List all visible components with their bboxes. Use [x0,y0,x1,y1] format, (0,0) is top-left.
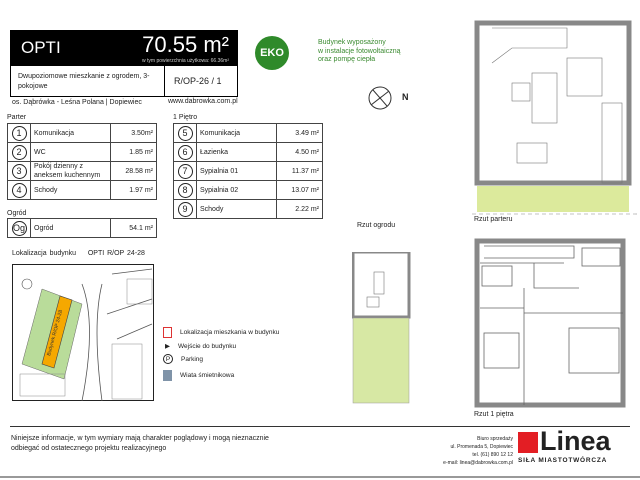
linea-logo: Linea [540,426,611,456]
room-number: 8 [178,183,193,198]
ogrod-table [7,218,157,238]
room-row [174,181,323,200]
room-number: 7 [178,164,193,179]
garden-plan [352,252,412,407]
room-name: Sypialnia 02 [197,181,277,200]
room-row [8,219,157,238]
room-row [8,143,157,162]
address: os. Dąbrówka - Leśna Polana | Dopiewiec [12,99,142,106]
room-area: 1.97 m² [111,181,157,200]
pietro-label: 1 Piętro [173,114,198,121]
room-row [174,124,323,143]
apartment-code: R/OP-26 / 1 [164,66,238,97]
ground-floor-plan [472,18,637,218]
room-row [8,181,157,200]
room-row [174,162,323,181]
apartment-title: OPTI [21,38,61,57]
room-name: Sypialnia 01 [197,162,277,181]
legend-apartment-location: Lokalizacja mieszkania w budynku [163,327,279,338]
legend-parking: P Parking [163,354,203,364]
room-area: 1.85 m² [111,143,157,162]
eko-text: Budynek wyposażony w instalacje fotowoltaiczną oraz pompę ciepła [318,39,401,63]
room-area: 13.07 m² [277,181,323,200]
parter-label: Parter [7,114,27,121]
room-number: 5 [178,126,193,141]
parter-table [7,123,157,200]
apartment-header [10,30,238,97]
eko-badge: EKO [255,36,289,70]
room-name: Schody [197,200,277,219]
room-number: 4 [12,183,27,198]
room-name: Schody [31,181,111,200]
room-name: Ogród [31,219,111,238]
entrance-icon: ▶ [165,343,170,350]
room-number: 1 [12,126,27,141]
ogrod-label: Ogród [7,210,27,217]
legend-garbage-shed: Wiata śmietnikowa [163,370,234,381]
bottom-border [0,476,640,478]
room-number: 3 [12,164,27,179]
room-row [8,162,157,181]
compass-icon [367,85,393,111]
pietro-table [173,123,323,219]
room-row [174,143,323,162]
room-area: 3.50m² [111,124,157,143]
room-name: Pokój dzienny z aneksem kuchennym [31,162,111,181]
room-area: 28.58 m² [111,162,157,181]
apartment-description: Dwupoziomowe mieszkanie z ogrodem, 3-pokojowe [18,73,150,90]
room-name: Komunikacja [31,124,111,143]
room-number: 6 [178,145,193,160]
website-link[interactable]: www.dabrowka.com.pl [168,98,238,105]
room-number: Og [12,221,27,236]
room-number: 9 [178,202,193,217]
room-name: Komunikacja [197,124,277,143]
first-floor-plan [474,238,626,408]
room-area: 54.1 m² [111,219,157,238]
parking-icon: P [163,354,173,364]
room-name: Łazienka [197,143,277,162]
usable-area: w tym powierzchnia użytkowa: 66.36m² [142,58,229,64]
room-name: WC [31,143,111,162]
room-area: 3.49 m² [277,124,323,143]
sales-office-contact: Biuro sprzedaży ul. Promenada 5, Dopiewiec tel. (61) 890 12 12 e-mail: linea@dabrowka.com.pl [443,436,513,466]
linea-tagline: SIŁA MIASTOTWÓRCZA [518,457,608,464]
legend-entrance: ▶ Wejście do budynku [165,343,237,350]
disclaimer: Niniejsze informacje, w tym wymiary mają charakter poglądowy i mogą nieznacznie odbiegać od ostatecznego projektu realizacyjnego [11,435,269,452]
room-row [8,124,157,143]
room-number: 2 [12,145,27,160]
room-area: 11.37 m² [277,162,323,181]
linea-logo-mark [518,432,538,453]
ground-plan-label: Rzut parteru [474,216,513,223]
apartment-area: 70.55 m² [142,32,229,57]
divider [10,426,630,427]
site-map [12,264,154,401]
room-row [174,200,323,219]
room-area: 2.22 m² [277,200,323,219]
building-map-label: Budynek R/OP 24-28 [46,309,65,357]
garden-plan-label: Rzut ogrodu [357,222,396,229]
first-plan-label: Rzut 1 piętra [474,411,514,418]
compass-north-label: N [402,92,409,102]
location-title: Lokalizacja budynku OPTI R/OP 24-28 [12,250,145,257]
room-area: 4.50 m² [277,143,323,162]
garbage-shed-icon [163,370,172,381]
